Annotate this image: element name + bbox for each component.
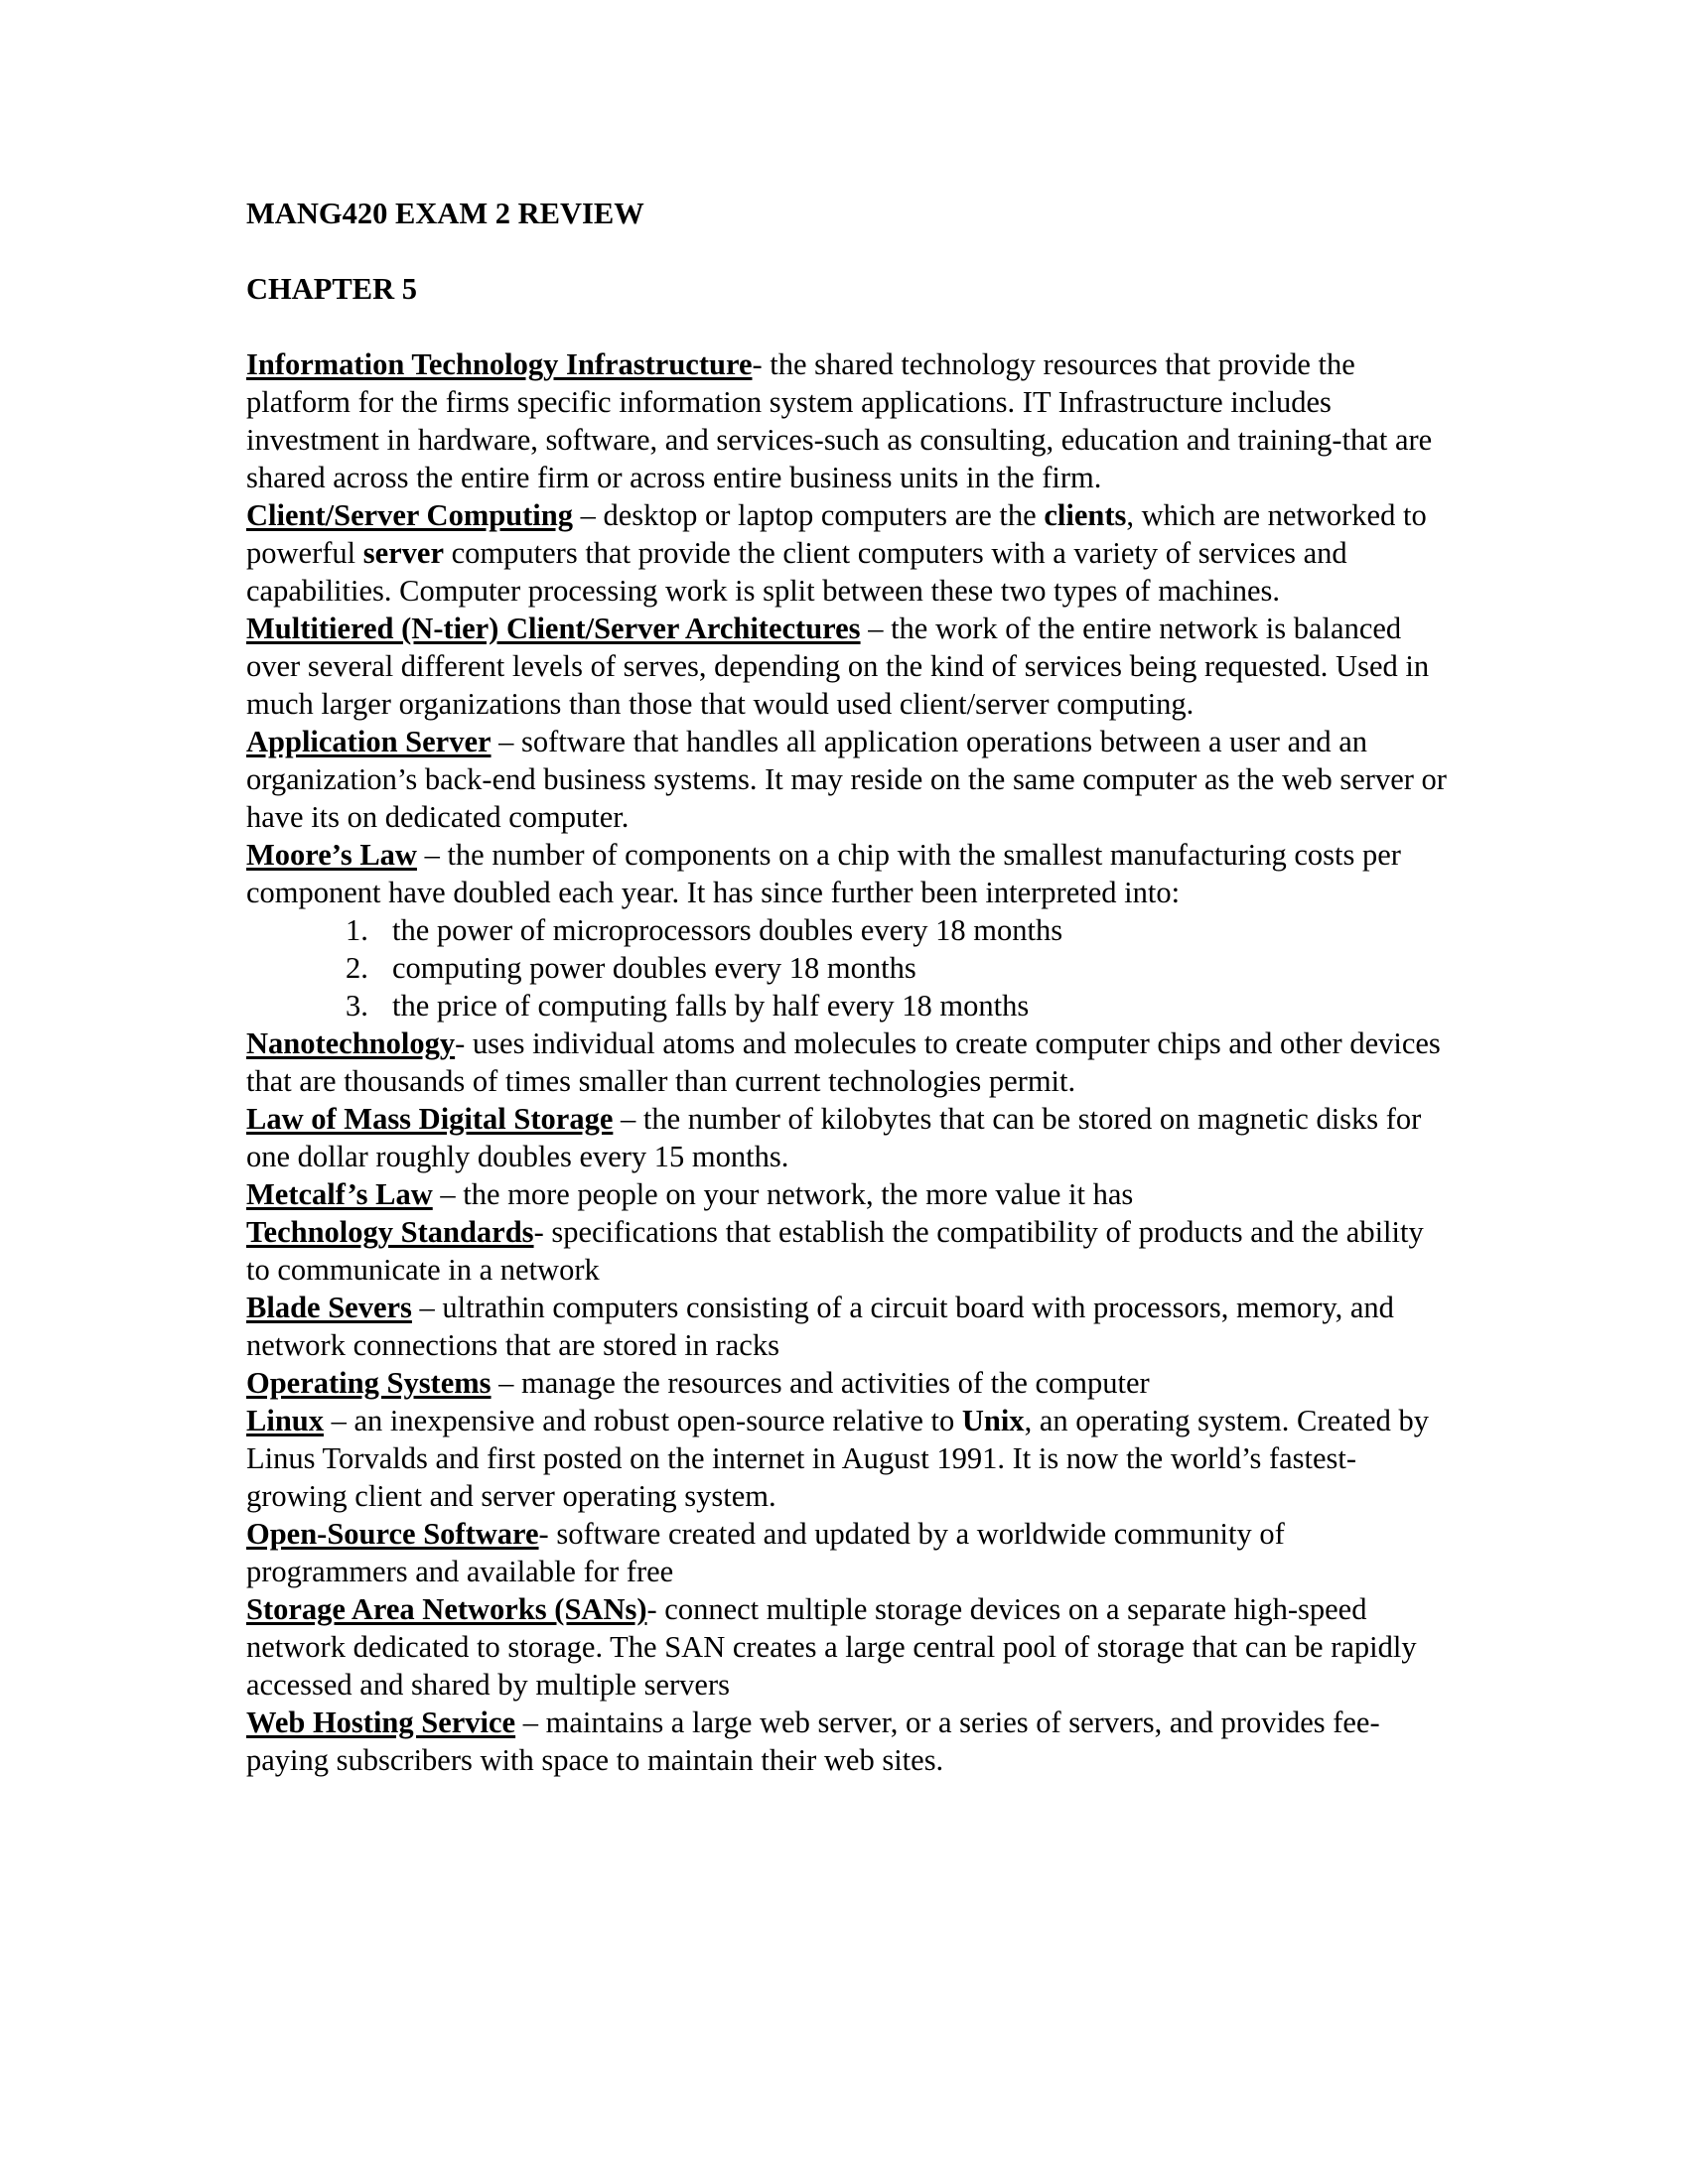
definition: the work of the entire network is balanced over several different levels of serves, depending on the kind of services being requested. Used in much larger organizations than those that would used client/server computing. bbox=[246, 612, 1430, 721]
term: Nanotechnology bbox=[246, 1026, 456, 1060]
separator: – bbox=[324, 1404, 354, 1437]
separator: – bbox=[416, 838, 448, 872]
definition: specifications that establish the compatibility of products and the ability to communicate in a network bbox=[246, 1215, 1424, 1287]
definition-part: desktop or laptop computers are the bbox=[603, 498, 1045, 532]
entry-blade-servers bbox=[246, 1289, 1448, 1364]
definition: the shared technology resources that provide the platform for the firms specific information system applications. IT Infrastructure includes investment in hardware, software, and services-such as consulting, education and training-that are shared across the entire firm or across entire business units in the firm. bbox=[246, 347, 1433, 494]
separator: - bbox=[455, 1026, 473, 1060]
separator: - bbox=[538, 1517, 557, 1551]
term: Technology Standards bbox=[246, 1215, 534, 1249]
numbered-list bbox=[246, 911, 1448, 1024]
list-text: the power of microprocessors doubles every 18 months bbox=[392, 913, 1063, 947]
separator: – bbox=[432, 1177, 464, 1211]
entry-storage-area-networks bbox=[246, 1590, 1448, 1704]
document-page bbox=[246, 195, 1448, 1779]
entry-open-source-software bbox=[246, 1515, 1448, 1590]
definition: software created and updated by a worldwide community of programmers and available for free bbox=[246, 1517, 1285, 1588]
separator: – bbox=[515, 1706, 546, 1739]
entry-web-hosting-service bbox=[246, 1704, 1448, 1779]
entry-application-server bbox=[246, 723, 1448, 836]
separator: - bbox=[533, 1215, 552, 1249]
term: Operating Systems bbox=[246, 1366, 492, 1400]
entry-technology-standards bbox=[246, 1213, 1448, 1289]
term: Blade Severs bbox=[246, 1291, 412, 1324]
entry-multitiered-architectures bbox=[246, 610, 1448, 723]
list-item bbox=[246, 911, 1448, 949]
definition-part: , an operating system. Created by Linus Torvalds and first posted on the internet in August 1991. It is now the world’s fastest-growing client and server operating system. bbox=[246, 1404, 1429, 1513]
term: Metcalf’s Law bbox=[246, 1177, 433, 1211]
separator: – bbox=[411, 1291, 443, 1324]
entry-moores-law bbox=[246, 836, 1448, 1024]
separator: – bbox=[860, 612, 892, 645]
definition: the number of components on a chip with the smallest manufacturing costs per component have doubled each year. It has since further been interpreted into: bbox=[246, 838, 1401, 909]
separator: - bbox=[646, 1592, 665, 1626]
entry-metcalfs-law bbox=[246, 1175, 1448, 1213]
separator: – bbox=[573, 498, 604, 532]
entry-it-infrastructure bbox=[246, 345, 1448, 496]
term: Storage Area Networks (SANs) bbox=[246, 1592, 647, 1626]
term: Application Server bbox=[246, 725, 492, 758]
list-number: 2. bbox=[346, 951, 368, 985]
document-title: MANG420 EXAM 2 REVIEW bbox=[246, 197, 644, 230]
definition: uses individual atoms and molecules to create computer chips and other devices that are thousands of times smaller than current technologies permit. bbox=[246, 1026, 1441, 1098]
list-item bbox=[246, 949, 1448, 987]
list-number: 1. bbox=[346, 913, 368, 947]
entry-linux bbox=[246, 1402, 1448, 1515]
definition: the number of kilobytes that can be stored on magnetic disks for one dollar roughly doubles every 15 months. bbox=[246, 1102, 1422, 1173]
list-number: 3. bbox=[346, 989, 368, 1023]
term: Open-Source Software bbox=[246, 1517, 539, 1551]
entry-client-server-computing bbox=[246, 496, 1448, 610]
list-text: computing power doubles every 18 months bbox=[392, 951, 916, 985]
term: Web Hosting Service bbox=[246, 1706, 516, 1739]
term: Client/Server Computing bbox=[246, 498, 573, 532]
term: Multitiered (N-tier) Client/Server Architectures bbox=[246, 612, 861, 645]
definition: manage the resources and activities of the computer bbox=[521, 1366, 1150, 1400]
separator: – bbox=[613, 1102, 643, 1136]
bold-keyword: server bbox=[362, 536, 445, 570]
bold-keyword: Unix bbox=[961, 1404, 1025, 1437]
entry-nanotechnology bbox=[246, 1024, 1448, 1100]
term: Linux bbox=[246, 1404, 324, 1437]
definition-part: , which are networked to powerful bbox=[246, 498, 1427, 570]
entry-law-of-mass-digital-storage bbox=[246, 1100, 1448, 1175]
definition: connect multiple storage devices on a separate high-speed network dedicated to storage. The SAN creates a large central pool of storage that can be rapidly accessed and shared by multiple servers bbox=[246, 1592, 1417, 1702]
list-text: the price of computing falls by half every 18 months bbox=[392, 989, 1030, 1023]
definition: software that handles all application operations between a user and an organization’s back-end business systems. It may reside on the same computer as the web server or have its on dedicated computer. bbox=[246, 725, 1447, 834]
definition-part: an inexpensive and robust open-source relative to bbox=[353, 1404, 962, 1437]
term: Information Technology Infrastructure bbox=[246, 347, 753, 381]
separator: – bbox=[491, 1366, 522, 1400]
separator: - bbox=[752, 347, 771, 381]
chapter-heading: CHAPTER 5 bbox=[246, 272, 417, 306]
definition: maintains a large web server, or a series of servers, and provides fee-paying subscribers with space to maintain their web sites. bbox=[246, 1706, 1380, 1777]
bold-keyword: clients bbox=[1044, 498, 1127, 532]
definition: the more people on your network, the more value it has bbox=[463, 1177, 1134, 1211]
definition-list bbox=[246, 345, 1448, 1779]
list-item bbox=[246, 987, 1448, 1024]
definition: ultrathin computers consisting of a circuit board with processors, memory, and network connections that are stored in racks bbox=[246, 1291, 1394, 1362]
term: Law of Mass Digital Storage bbox=[246, 1102, 614, 1136]
separator: – bbox=[491, 725, 522, 758]
definition-part: computers that provide the client computers with a variety of services and capabilities. Computer processing work is split between these two types of machines. bbox=[246, 536, 1347, 608]
term: Moore’s Law bbox=[246, 838, 417, 872]
entry-operating-systems bbox=[246, 1364, 1448, 1402]
